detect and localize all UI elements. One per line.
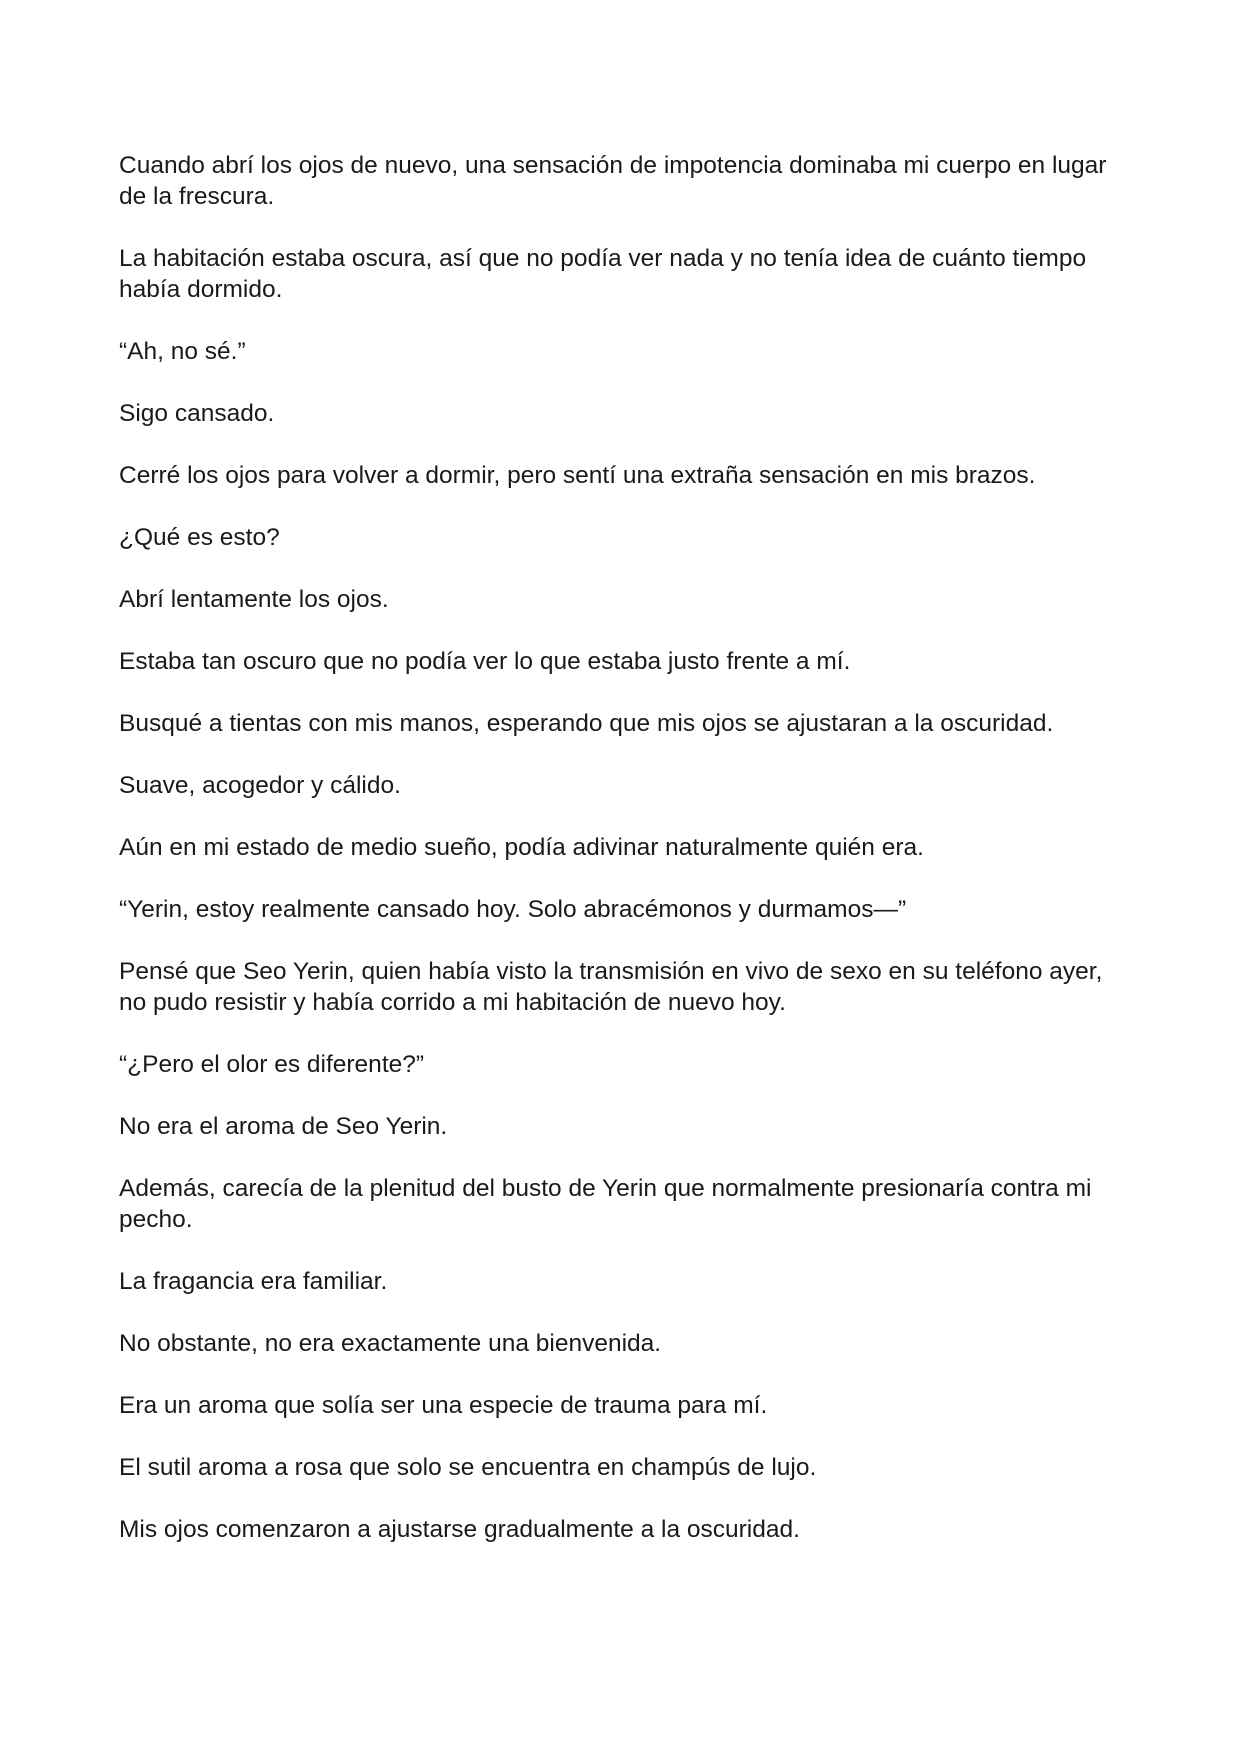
paragraph: Estaba tan oscuro que no podía ver lo que estaba justo frente a mí. bbox=[119, 648, 851, 675]
paragraph: Busqué a tientas con mis manos, esperando que mis ojos se ajustaran a la oscuridad. bbox=[119, 710, 1054, 737]
document-body bbox=[119, 150, 1129, 1576]
paragraph: “¿Pero el olor es diferente?” bbox=[119, 1051, 425, 1078]
paragraph: ¿Qué es esto? bbox=[119, 524, 280, 551]
paragraph: Sigo cansado. bbox=[119, 400, 275, 427]
paragraph: Abrí lentamente los ojos. bbox=[119, 586, 389, 613]
paragraph: Pensé que Seo Yerin, quien había visto la transmisión en vivo de sexo en su teléfono ayer, no pudo resistir y había corrido a mi habitación de nuevo hoy. bbox=[119, 958, 1103, 1016]
paragraph: Cuando abrí los ojos de nuevo, una sensación de impotencia dominaba mi cuerpo en lugar de la frescura. bbox=[119, 152, 1107, 210]
paragraph: Suave, acogedor y cálido. bbox=[119, 772, 401, 799]
paragraph: No obstante, no era exactamente una bienvenida. bbox=[119, 1330, 662, 1357]
paragraph: La fragancia era familiar. bbox=[119, 1268, 388, 1295]
paragraph: Aún en mi estado de medio sueño, podía adivinar naturalmente quién era. bbox=[119, 834, 924, 861]
paragraph: No era el aroma de Seo Yerin. bbox=[119, 1113, 448, 1140]
paragraph: Cerré los ojos para volver a dormir, pero sentí una extraña sensación en mis brazos. bbox=[119, 462, 1036, 489]
paragraph: La habitación estaba oscura, así que no podía ver nada y no tenía idea de cuánto tiempo había dormido. bbox=[119, 245, 1087, 303]
paragraph: Además, carecía de la plenitud del busto de Yerin que normalmente presionaría contra mi pecho. bbox=[119, 1175, 1092, 1233]
paragraph: “Yerin, estoy realmente cansado hoy. Solo abracémonos y durmamos—” bbox=[119, 896, 907, 923]
paragraph: “Ah, no sé.” bbox=[119, 338, 246, 365]
paragraph: Era un aroma que solía ser una especie de trauma para mí. bbox=[119, 1392, 768, 1419]
paragraph: El sutil aroma a rosa que solo se encuentra en champús de lujo. bbox=[119, 1454, 817, 1481]
paragraph: Mis ojos comenzaron a ajustarse gradualmente a la oscuridad. bbox=[119, 1516, 800, 1543]
